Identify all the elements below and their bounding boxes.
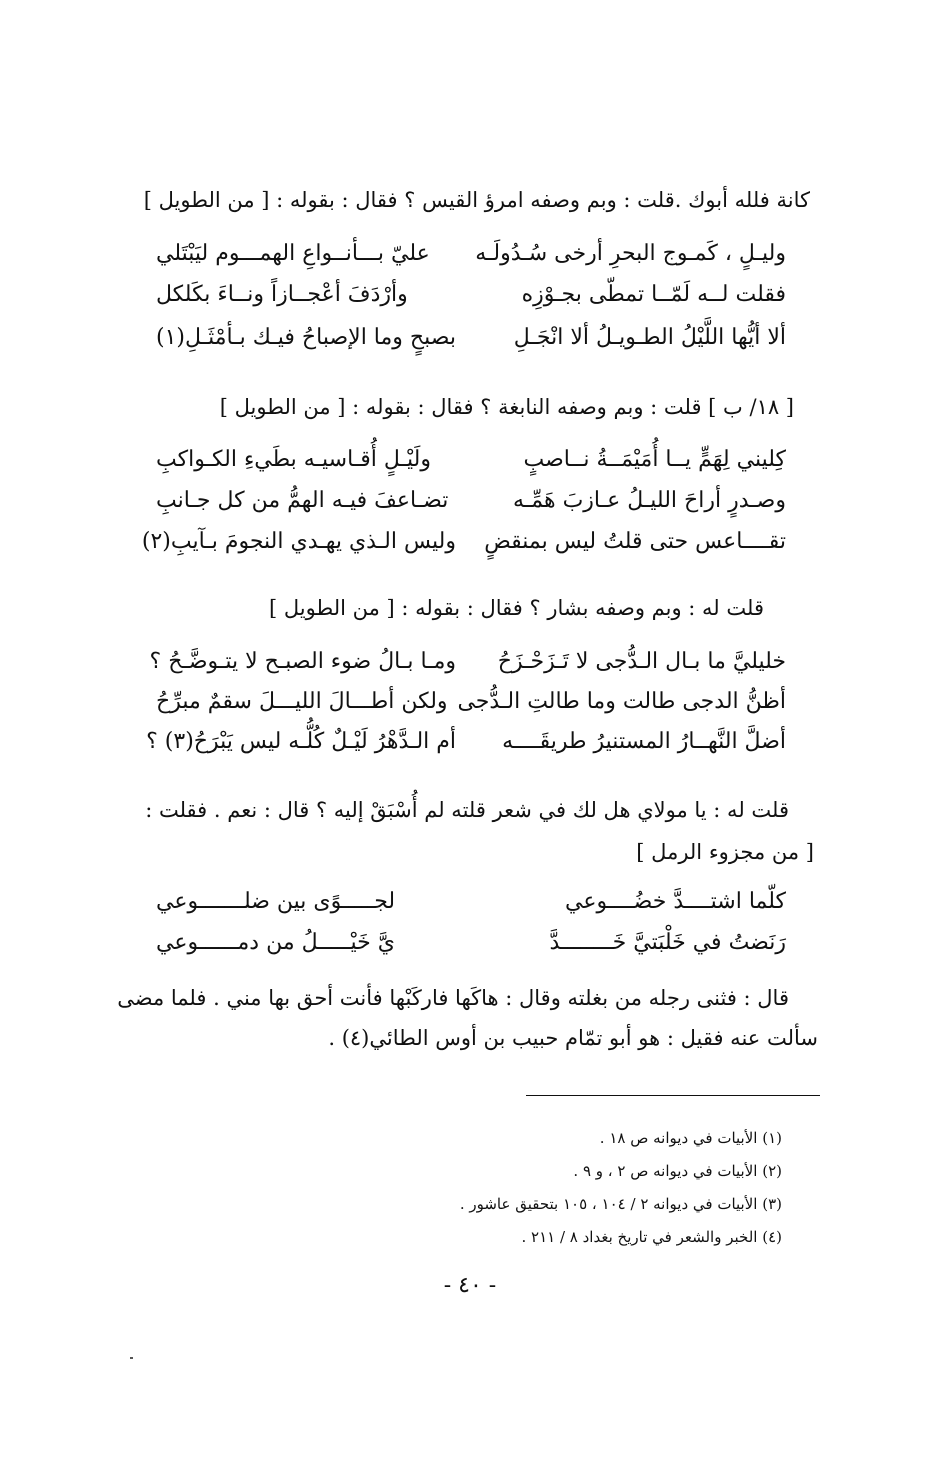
verse-second-hemistich: وأرْدَفَ أعْجــازاً ونــاءَ بكَلكل	[156, 282, 408, 307]
verse-second-hemistich: لجـــــوًى بين ضلـــــــوعي	[156, 889, 396, 914]
verse-row	[156, 486, 786, 518]
verse-first-hemistich: أضلَّ النَّهــارُ المستنيرُ طريقَــــه	[502, 729, 786, 754]
verse-row	[156, 280, 786, 312]
prose-line-story-end: قال : فثنى رجله من بغلته وقال : هاكَها فاركَبْها فأنت أحق بها مني . فلما مضى	[117, 986, 789, 1010]
verse-first-hemistich: وصـدرٍ أراحَ الليـلُ عـازبَ هَمِّـه	[513, 488, 786, 513]
verse-second-hemistich: عليّ بـــأنــواعِ الهمـــوم ليَبْتَلي	[156, 241, 430, 266]
verse-first-hemistich: ألا أيُّها اللَّيْلُ الطـويـلُ ألا انْجَـلِ	[513, 325, 786, 350]
verse-row	[156, 445, 786, 477]
verse-row	[149, 647, 786, 679]
verse-second-hemistich: أم الـدَّهْرُ لَيْـلٌ كُلُّـه ليس يَبْرَحُ(٣) ؟	[146, 729, 456, 754]
verse-first-hemistich: خليليَّ ما بـال الـدُّجى لا تَـزَحْـزَحُ	[497, 649, 786, 674]
footnote-separator	[526, 1095, 820, 1096]
footnote-4: (٤) الخبر والشعر في تاريخ بغداد ٨ / ٢١١ .	[521, 1228, 782, 1246]
prose-line-nabigha-intro: [ ١٨/ ب ] قلت : وبم وصفه النابغة ؟ فقال : بقوله : [ من الطويل ]	[219, 395, 794, 419]
verse-row	[156, 687, 786, 719]
verse-second-hemistich: ولكن أطـــالَ الليـــلَ سقمٌ مبرِّحُ	[156, 689, 448, 714]
verse-second-hemistich: ومـا بـالُ ضوء الصبـح لا يتـوضَّـحُ ؟	[149, 649, 456, 674]
footnote-3: (٣) الأبيات في ديوانه ٢ / ١٠٤ ، ١٠٥ بتحقيق عاشور .	[459, 1195, 782, 1213]
verse-first-hemistich: كلّما اشتــــدَّ خضُــــوعي	[565, 889, 786, 914]
prose-line-request: قلت له : يا مولاي هل لك في شعر قلته لم أُسْبَقْ إليه ؟ قال : نعم . فقلت :	[145, 798, 789, 822]
verse-row	[156, 887, 786, 919]
verse-first-hemistich: أظنُّ الدجى طالت وما طالتِ الـدُّجى	[457, 689, 786, 714]
prose-line-imru-al-qays-intro: كانة فلله أبوك .قلت : وبم وصفه امرؤ القيس ؟ فقال : بقوله : [ من الطويل ]	[143, 188, 810, 212]
verse-row	[146, 727, 786, 759]
footnote-2: (٢) الأبيات في ديوانه ص ٢ ، و ٩ .	[573, 1162, 782, 1180]
prose-line-attribution: سألت عنه فقيل : هو أبو تمّام حبيب بن أوس الطائي(٤) .	[328, 1026, 818, 1050]
verse-first-hemistich: كِليني لِهَمٍّ يــا أُمَيْمَــةُ نــاصبٍ	[523, 447, 786, 472]
prose-line-meter: [ من مجزوء الرمل ]	[636, 840, 814, 864]
verse-row	[156, 928, 786, 960]
verse-second-hemistich: يَّ خَيْـــــلُ من دمــــــوعي	[156, 930, 395, 955]
verse-second-hemistich: بصبحٍ وما الإصباحُ فيـك بـأمْثَـلِ(١)	[156, 325, 456, 350]
verse-first-hemistich: تقــــاعس حتى قلتُ ليس بمنقضٍ	[484, 529, 786, 554]
verse-row	[141, 527, 786, 559]
footnote-1: (١) الأبيات في ديوانه ص ١٨ .	[599, 1129, 782, 1147]
prose-line-bashshar-intro: قلت له : وبم وصفه بشار ؟ فقال : بقوله : [ من الطويل ]	[269, 596, 764, 620]
verse-second-hemistich: تضـاعفَ فيـه الهمُّ من كل جـانبِ	[156, 488, 449, 513]
verse-first-hemistich: فقلت لــه لَمّــا تمطّى بجـوْزِه	[521, 282, 786, 307]
verse-row	[156, 323, 786, 355]
verse-second-hemistich: ولَيْـلٍ أُقـاسيـه بطَيءِ الكـواكبِ	[156, 447, 431, 472]
scan-speck	[130, 1357, 133, 1359]
verse-first-hemistich: وليـلٍ ، كَمـوج البحرِ أرخى سُـدُولَـه	[475, 241, 786, 266]
verse-row	[156, 239, 786, 271]
verse-first-hemistich: رَنَضتُ في خَلْبَتيَّ خَــــــــدَّ	[549, 930, 786, 955]
verse-second-hemistich: وليس الـذي يهـدي النجومَ بـآيبِ(٢)	[141, 529, 456, 554]
page-number: - ٤٠ -	[443, 1273, 497, 1298]
